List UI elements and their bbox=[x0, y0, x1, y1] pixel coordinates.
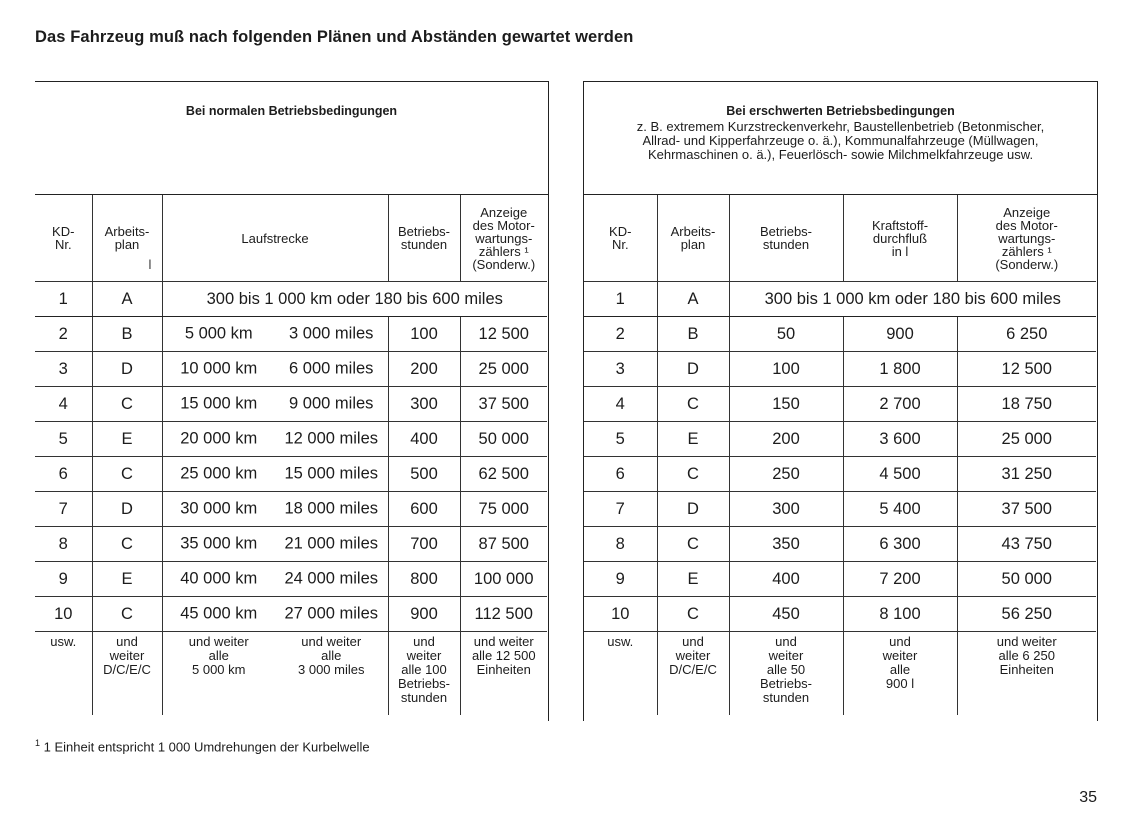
anzeige-cell: 50 000 bbox=[957, 562, 1096, 597]
betriebsstunden-cell: 200 bbox=[388, 352, 460, 387]
table-footer-row bbox=[584, 632, 1096, 716]
betriebsstunden-cell: 100 bbox=[388, 317, 460, 352]
anzeige-cell: 31 250 bbox=[957, 457, 1096, 492]
anzeige-cell: 87 500 bbox=[460, 527, 547, 562]
anzeige-cell: 43 750 bbox=[957, 527, 1096, 562]
kraftstoff-cell: 4 500 bbox=[843, 457, 957, 492]
km-value: 25 000 km bbox=[180, 464, 258, 483]
kraftstoff-cell: und weiter alle 900 l bbox=[843, 632, 957, 716]
kd-nr-cell: 2 bbox=[35, 317, 92, 352]
header-betriebsstunden: Betriebs- stunden bbox=[388, 195, 460, 282]
normal-schedule-table bbox=[35, 195, 547, 715]
betriebsstunden-cell: 150 bbox=[729, 387, 843, 422]
betriebsstunden-cell: 300 bbox=[388, 387, 460, 422]
arbeitsplan-cell: D bbox=[92, 492, 162, 527]
footnote bbox=[35, 738, 370, 754]
header-betriebsstunden: Betriebs- stunden bbox=[729, 195, 843, 282]
miles-value: und weiter alle 3 000 miles bbox=[298, 634, 365, 677]
kd-nr-cell: 8 bbox=[584, 527, 657, 562]
arbeitsplan-cell: C bbox=[657, 387, 729, 422]
heavy-schedule-table bbox=[584, 195, 1096, 715]
header-kd-nr: KD- Nr. bbox=[35, 195, 92, 282]
table-row bbox=[35, 527, 547, 562]
kd-nr-cell: 4 bbox=[584, 387, 657, 422]
arbeitsplan-cell: B bbox=[657, 317, 729, 352]
kd-nr-cell: 7 bbox=[35, 492, 92, 527]
kd-nr-cell: 5 bbox=[584, 422, 657, 457]
betriebsstunden-cell: 450 bbox=[729, 597, 843, 632]
arbeitsplan-cell: C bbox=[92, 527, 162, 562]
miles-value: 24 000 miles bbox=[284, 569, 379, 588]
anzeige-cell: 37 500 bbox=[957, 492, 1096, 527]
betriebsstunden-cell: 400 bbox=[388, 422, 460, 457]
first-inspection-cell: 300 bis 1 000 km oder 180 bis 600 miles bbox=[162, 282, 547, 317]
betriebsstunden-cell: 50 bbox=[729, 317, 843, 352]
laufstrecke-cell bbox=[162, 457, 388, 492]
kd-nr-cell: 9 bbox=[35, 562, 92, 597]
anzeige-cell: 37 500 bbox=[460, 387, 547, 422]
arbeitsplan-cell: E bbox=[92, 562, 162, 597]
miles-value: 21 000 miles bbox=[284, 534, 379, 553]
anzeige-cell: 112 500 bbox=[460, 597, 547, 632]
kd-nr-cell: usw. bbox=[607, 634, 634, 649]
table-row bbox=[35, 562, 547, 597]
kd-nr-cell: 6 bbox=[35, 457, 92, 492]
kd-nr-cell: 5 bbox=[35, 422, 92, 457]
arbeitsplan-cell: C bbox=[657, 457, 729, 492]
kraftstoff-cell: 5 400 bbox=[843, 492, 957, 527]
header-laufstrecke: Laufstrecke bbox=[162, 195, 388, 282]
km-value: 15 000 km bbox=[180, 394, 258, 413]
kraftstoff-cell: 2 700 bbox=[843, 387, 957, 422]
kd-nr-cell: 6 bbox=[584, 457, 657, 492]
betriebsstunden-cell: 250 bbox=[729, 457, 843, 492]
miles-value: 9 000 miles bbox=[289, 394, 374, 413]
page-number: 35 bbox=[1079, 789, 1097, 806]
arbeitsplan-cell: D bbox=[92, 352, 162, 387]
anzeige-cell: und weiter alle 6 250 Einheiten bbox=[957, 632, 1096, 716]
kd-nr-cell: usw. bbox=[50, 634, 77, 649]
miles-value: 12 000 miles bbox=[284, 429, 379, 448]
heavy-conditions-panel bbox=[583, 81, 1098, 721]
table-row bbox=[584, 457, 1096, 492]
betriebsstunden-cell: 600 bbox=[388, 492, 460, 527]
anzeige-cell: 6 250 bbox=[957, 317, 1096, 352]
km-value: 40 000 km bbox=[180, 569, 258, 588]
table-row bbox=[35, 317, 547, 352]
laufstrecke-cell bbox=[162, 597, 388, 632]
km-value: 45 000 km bbox=[180, 604, 258, 623]
kd-nr-cell: 4 bbox=[35, 387, 92, 422]
table-row bbox=[584, 352, 1096, 387]
arbeitsplan-cell: A bbox=[92, 282, 162, 317]
arbeitsplan-cell: und weiter D/C/E/C bbox=[657, 632, 729, 716]
anzeige-cell: 56 250 bbox=[957, 597, 1096, 632]
anzeige-cell: 25 000 bbox=[460, 352, 547, 387]
betriebsstunden-cell: 500 bbox=[388, 457, 460, 492]
kd-nr-cell: 1 bbox=[35, 282, 92, 317]
anzeige-cell: 100 000 bbox=[460, 562, 547, 597]
table-row bbox=[584, 387, 1096, 422]
miles-value: 18 000 miles bbox=[284, 499, 379, 518]
betriebsstunden-cell: und weiter alle 100 Betriebs- stunden bbox=[388, 632, 460, 716]
table-row bbox=[584, 282, 1096, 317]
arbeitsplan-cell: E bbox=[657, 422, 729, 457]
arbeitsplan-cell: C bbox=[92, 597, 162, 632]
table-row bbox=[35, 387, 547, 422]
betriebsstunden-cell: 100 bbox=[729, 352, 843, 387]
header-kraftstoffdurchfluss: Kraftstoff- durchfluß in l bbox=[843, 195, 957, 282]
anzeige-cell: 25 000 bbox=[957, 422, 1096, 457]
arbeitsplan-cell: C bbox=[92, 387, 162, 422]
kd-nr-cell: 9 bbox=[584, 562, 657, 597]
anzeige-cell: 75 000 bbox=[460, 492, 547, 527]
km-value: 30 000 km bbox=[180, 499, 258, 518]
betriebsstunden-cell: 700 bbox=[388, 527, 460, 562]
km-value: 5 000 km bbox=[184, 324, 253, 343]
anzeige-cell: 12 500 bbox=[460, 317, 547, 352]
text-cursor-icon: I bbox=[148, 256, 152, 272]
header-kd-nr: KD- Nr. bbox=[584, 195, 657, 282]
kd-nr-cell: 3 bbox=[584, 352, 657, 387]
kd-nr-cell: 10 bbox=[35, 597, 92, 632]
kraftstoff-cell: 1 800 bbox=[843, 352, 957, 387]
kd-nr-cell: 3 bbox=[35, 352, 92, 387]
laufstrecke-cell bbox=[162, 632, 388, 716]
kd-nr-cell: 8 bbox=[35, 527, 92, 562]
table-row bbox=[584, 527, 1096, 562]
arbeitsplan-cell: C bbox=[657, 597, 729, 632]
first-inspection-cell: 300 bis 1 000 km oder 180 bis 600 miles bbox=[729, 282, 1096, 317]
arbeitsplan-cell: C bbox=[92, 457, 162, 492]
footnote-text: 1 Einheit entspricht 1 000 Umdrehungen der Kurbelwelle bbox=[43, 739, 370, 755]
table-row bbox=[35, 492, 547, 527]
header-anzeige: Anzeige des Motor- wartungs- zählers ¹ (Sonderw.) bbox=[460, 195, 547, 282]
kd-nr-cell: 1 bbox=[584, 282, 657, 317]
miles-value: 6 000 miles bbox=[289, 359, 374, 378]
betriebsstunden-cell: 900 bbox=[388, 597, 460, 632]
kraftstoff-cell: 8 100 bbox=[843, 597, 957, 632]
table-row bbox=[584, 562, 1096, 597]
anzeige-cell: 50 000 bbox=[460, 422, 547, 457]
laufstrecke-cell bbox=[162, 317, 388, 352]
heavy-conditions-heading: Bei erschwerten Betriebsbedingungen bbox=[726, 104, 955, 118]
table-row bbox=[35, 282, 547, 317]
kd-nr-cell: 7 bbox=[584, 492, 657, 527]
header-arbeitsplan: Arbeits- plan bbox=[657, 195, 729, 282]
miles-value: 3 000 miles bbox=[289, 324, 374, 343]
betriebsstunden-cell: und weiter alle 50 Betriebs- stunden bbox=[729, 632, 843, 716]
laufstrecke-cell bbox=[162, 387, 388, 422]
table-row bbox=[35, 457, 547, 492]
laufstrecke-cell bbox=[162, 492, 388, 527]
page-title: Das Fahrzeug muß nach folgenden Plänen und Abständen gewartet werden bbox=[35, 28, 634, 46]
anzeige-cell: 18 750 bbox=[957, 387, 1096, 422]
betriebsstunden-cell: 200 bbox=[729, 422, 843, 457]
table-row bbox=[584, 317, 1096, 352]
arbeitsplan-cell: E bbox=[92, 422, 162, 457]
table-row bbox=[584, 422, 1096, 457]
betriebsstunden-cell: 800 bbox=[388, 562, 460, 597]
laufstrecke-cell bbox=[162, 352, 388, 387]
laufstrecke-cell bbox=[162, 527, 388, 562]
km-value: 35 000 km bbox=[180, 534, 258, 553]
arbeitsplan-cell: D bbox=[657, 492, 729, 527]
anzeige-cell: 62 500 bbox=[460, 457, 547, 492]
table-footer-row bbox=[35, 632, 547, 716]
table-row bbox=[584, 492, 1096, 527]
km-value: 10 000 km bbox=[180, 359, 258, 378]
table-row bbox=[584, 597, 1096, 632]
anzeige-cell: und weiter alle 12 500 Einheiten bbox=[460, 632, 547, 716]
table-row bbox=[35, 352, 547, 387]
betriebsstunden-cell: 400 bbox=[729, 562, 843, 597]
arbeitsplan-cell: E bbox=[657, 562, 729, 597]
footnote-mark: 1 bbox=[35, 738, 41, 748]
miles-value: 15 000 miles bbox=[284, 464, 379, 483]
arbeitsplan-cell: C bbox=[657, 527, 729, 562]
anzeige-cell: 12 500 bbox=[957, 352, 1096, 387]
kraftstoff-cell: 3 600 bbox=[843, 422, 957, 457]
arbeitsplan-cell: D bbox=[657, 352, 729, 387]
table-header-row bbox=[35, 195, 547, 282]
header-arbeitsplan: Arbeits- plan bbox=[92, 195, 162, 282]
miles-value: 27 000 miles bbox=[284, 604, 379, 623]
betriebsstunden-cell: 300 bbox=[729, 492, 843, 527]
table-row bbox=[35, 422, 547, 457]
laufstrecke-cell bbox=[162, 562, 388, 597]
arbeitsplan-cell: A bbox=[657, 282, 729, 317]
normal-conditions-panel bbox=[35, 81, 549, 721]
km-value: und weiter alle 5 000 km bbox=[188, 634, 249, 677]
arbeitsplan-cell: B bbox=[92, 317, 162, 352]
header-anzeige: Anzeige des Motor- wartungs- zählers ¹ (Sonderw.) bbox=[957, 195, 1096, 282]
kraftstoff-cell: 900 bbox=[843, 317, 957, 352]
kraftstoff-cell: 6 300 bbox=[843, 527, 957, 562]
heavy-conditions-description: z. B. extremem Kurzstreckenverkehr, Baustellenbetrieb (Betonmischer, Allrad- und Kipperfahrzeuge o. ä.), Kommunalfahrzeuge (Müllwagen, Kehrmaschinen o. ä.), Feuerlösch- sowie Milchmelkfahrzeuge usw. bbox=[636, 119, 1045, 162]
arbeitsplan-cell: und weiter D/C/E/C bbox=[92, 632, 162, 716]
table-header-row bbox=[584, 195, 1096, 282]
kd-nr-cell: 10 bbox=[584, 597, 657, 632]
betriebsstunden-cell: 350 bbox=[729, 527, 843, 562]
laufstrecke-cell bbox=[162, 422, 388, 457]
normal-conditions-heading: Bei normalen Betriebsbedingungen bbox=[185, 104, 398, 118]
km-value: 20 000 km bbox=[180, 429, 258, 448]
table-row bbox=[35, 597, 547, 632]
kraftstoff-cell: 7 200 bbox=[843, 562, 957, 597]
kd-nr-cell: 2 bbox=[584, 317, 657, 352]
